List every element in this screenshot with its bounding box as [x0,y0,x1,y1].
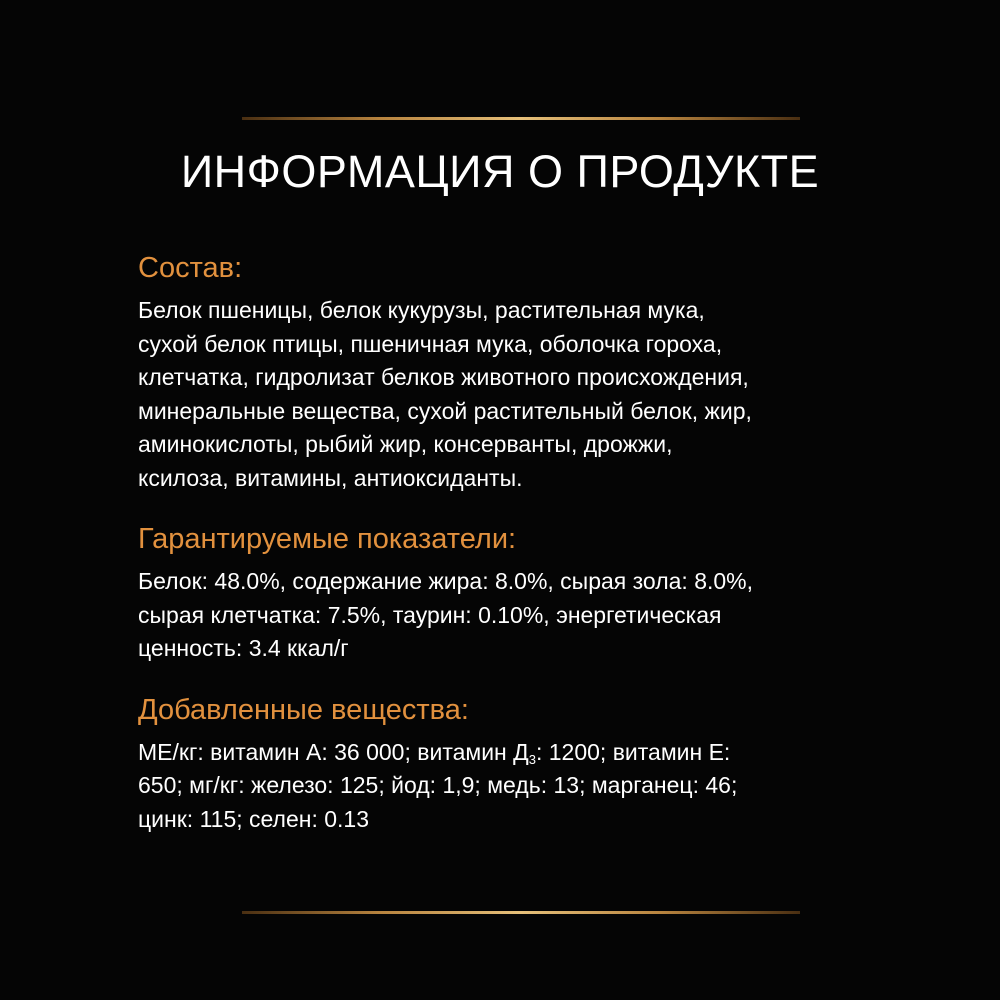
additives-section [138,690,918,837]
composition-line: клетчатка, гидролизат белков животного происхождения, [138,364,749,390]
guaranteed-analysis-text [138,565,918,666]
analysis-line: ценность: 3.4 ккал/г [138,635,349,661]
guaranteed-analysis-heading: Гарантируемые показатели: [138,523,517,555]
composition-line: ксилоза, витамины, антиоксиданты. [138,464,523,491]
guaranteed-analysis-section [138,519,918,666]
additives-text [138,736,918,837]
vitamin-d-subscript: 3 [528,751,536,767]
additives-line-end: : 1200; витамин Е: [535,738,731,765]
product-info-content [138,248,918,860]
composition-line: минеральные вещества, сухой растительный белок, жир, [138,397,752,424]
composition-heading: Состав: [138,252,243,284]
additives-line: цинк: 115; селен: 0.13 [138,805,369,832]
top-divider [242,117,800,120]
bottom-divider [242,911,800,914]
additives-line: 650; мг/кг: железо: 125; йод: 1,9; медь: 13; марганец: 46; [138,772,738,798]
analysis-line: сырая клетчатка: 7.5%, таурин: 0.10%, энергетическая [138,601,722,628]
composition-text [138,294,918,495]
composition-line: аминокислоты, рыбий жир, консерванты, дрожжи, [138,431,673,457]
additives-line [138,736,918,770]
additives-line-start: МЕ/кг: витамин А: 36 000; витамин Д [138,738,529,765]
page-title: ИНФОРМАЦИЯ О ПРОДУКТЕ [180,146,820,197]
composition-line: Белок пшеницы, белок кукурузы, растительная мука, [138,297,705,323]
additives-heading: Добавленные вещества: [138,693,469,726]
composition-line: сухой белок птицы, пшеничная мука, оболочка гороха, [138,330,723,357]
composition-section [138,248,918,495]
analysis-line: Белок: 48.0%, содержание жира: 8.0%, сырая зола: 8.0%, [138,568,754,594]
